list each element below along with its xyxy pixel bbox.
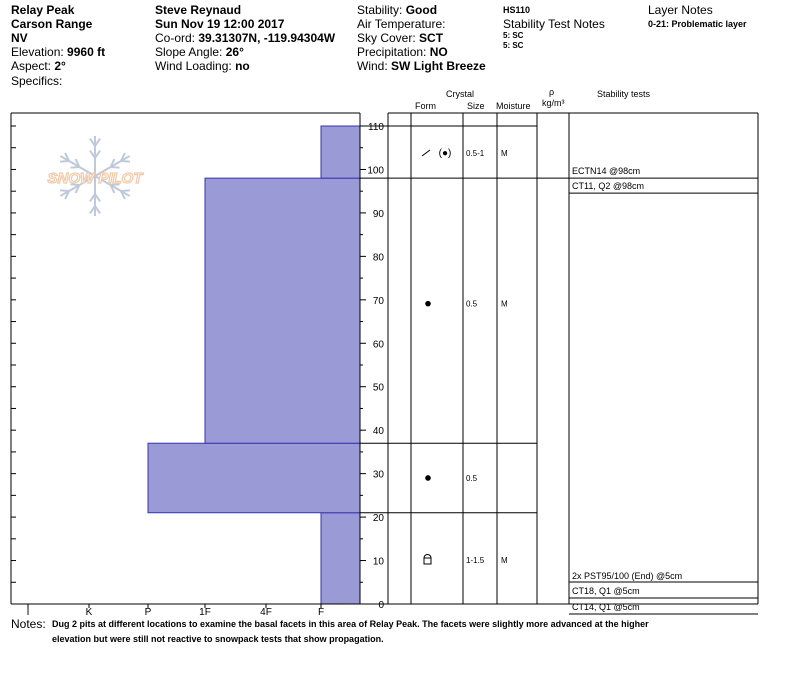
y-tick-label: 110 xyxy=(368,122,384,133)
x-tick-label: F xyxy=(317,607,325,618)
col-rho: ρ xyxy=(549,87,555,97)
stability-test-label: 2x PST95/100 (End) @5cm xyxy=(572,571,683,581)
elevation-value: 9960 ft xyxy=(67,45,106,59)
snowpilot-logo xyxy=(48,136,145,216)
crystal-size: 0.5 xyxy=(466,299,478,309)
notes-line-1: Dug 2 pits at different locations to examine the basal facets in this area of Relay Peak. The facets were slightly more advanced at the higher xyxy=(52,619,649,629)
snowflake-branch xyxy=(60,161,69,162)
x-tick-label: 1F xyxy=(199,607,211,618)
stability-test-notes-title: Stability Test Notes xyxy=(503,17,605,31)
y-tick-label: 40 xyxy=(372,426,384,438)
crystal-size: 0.5 xyxy=(466,473,478,483)
y-tick-label: 30 xyxy=(372,469,384,481)
x-tick-label: 4F xyxy=(260,607,272,618)
stability-tests-column xyxy=(537,166,758,614)
y-tick-label: 80 xyxy=(372,252,384,264)
aspect-value: 2° xyxy=(54,59,66,73)
crystal-table xyxy=(360,113,758,604)
aspect-label: Aspect: xyxy=(11,59,52,73)
col-form: Form xyxy=(415,101,436,111)
hardness-layer-bar xyxy=(205,178,360,443)
notes-label: Notes: xyxy=(11,617,46,631)
layer-notes-title: Layer Notes xyxy=(648,3,713,17)
crystal-size: 0.5-1 xyxy=(466,149,485,158)
col-size: Size xyxy=(467,101,485,111)
specifics-label: Specifics: xyxy=(11,74,63,88)
slope-label: Slope Angle: xyxy=(155,45,223,59)
slope-value: 26° xyxy=(225,45,244,59)
stability-label: Stability: xyxy=(357,3,403,17)
hardness-layer-bar xyxy=(321,126,360,178)
height-axis xyxy=(360,122,384,611)
hardness-axis xyxy=(27,604,324,618)
crystal-moisture: M xyxy=(501,149,508,158)
facet-square xyxy=(424,558,431,564)
sky-value: SCT xyxy=(419,31,444,45)
logo-text: SNOW PILOT xyxy=(47,170,143,187)
wind-value: SW Light Breeze xyxy=(391,59,486,73)
stability-test-label: ECTN14 @98cm xyxy=(572,166,641,177)
wind-label: Wind: xyxy=(357,59,388,73)
snowflake-branch xyxy=(70,167,79,168)
y-tick-label: 90 xyxy=(372,208,384,220)
col-moisture: Moisture xyxy=(496,101,531,111)
wind-loading-label: Wind Loading: xyxy=(155,59,232,73)
state-name: NV xyxy=(11,31,28,45)
y-tick-label: 10 xyxy=(372,556,384,568)
x-tick-label: I xyxy=(26,607,30,618)
crystal-moisture: M xyxy=(501,556,508,565)
col-density-unit: kg/m³ xyxy=(542,98,565,108)
layer-note: 0-21: Problematic layer xyxy=(648,19,747,29)
x-tick-label: P xyxy=(144,607,152,618)
coord-label: Co-ord: xyxy=(155,31,196,45)
snowflake-branch xyxy=(121,161,130,162)
stability-note-1: 5: SC xyxy=(503,31,524,40)
hardness-layer-bar xyxy=(321,513,360,604)
stability-test-label: CT14, Q1 @5cm xyxy=(572,602,640,612)
location-name: Relay Peak xyxy=(11,3,75,17)
col-stability-tests: Stability tests xyxy=(597,89,651,99)
y-tick-label: 70 xyxy=(372,295,384,307)
col-crystal: Crystal xyxy=(446,89,475,99)
y-tick-label: 50 xyxy=(372,382,384,394)
observation-datetime: Sun Nov 19 12:00 2017 xyxy=(155,17,285,31)
elevation-label: Elevation: xyxy=(11,45,64,59)
crystal-size: 1-1.5 xyxy=(466,556,485,565)
stability-test-label: CT11, Q2 @98cm xyxy=(572,181,644,192)
facet-arc xyxy=(424,555,431,559)
stability-test-label: CT18, Q1 @5cm xyxy=(572,586,640,596)
range-name: Carson Range xyxy=(11,17,93,31)
hs-value: HS110 xyxy=(503,5,531,15)
hardness-profile xyxy=(148,126,360,604)
crystal-moisture: M xyxy=(501,299,508,309)
y-tick-label: 100 xyxy=(367,165,384,177)
sky-label: Sky Cover: xyxy=(357,31,416,45)
y-tick-label: 60 xyxy=(372,339,384,351)
snowflake-branch xyxy=(111,167,120,168)
air-temperature-label: Air Temperature: xyxy=(357,17,446,31)
stability-note-2: 5: SC xyxy=(503,41,524,50)
y-tick-label: 0 xyxy=(378,600,384,611)
precip-label: Precipitation: xyxy=(357,45,427,59)
crystal-form-facet-icon xyxy=(424,555,431,565)
crystal-form-precip-icon xyxy=(422,150,430,156)
stability-value: Good xyxy=(405,3,438,17)
observer-name: Steve Reynaud xyxy=(155,3,242,17)
hardness-layer-bar xyxy=(148,443,360,513)
coord-value: 39.31307N, -119.94304W xyxy=(198,31,336,45)
crystal-form-round-icon xyxy=(425,475,431,481)
precip-value: NO xyxy=(429,45,448,59)
snowflake-branch xyxy=(121,190,130,191)
crystal-form-decomp-icon: (●) xyxy=(438,148,452,159)
snowflake-branch xyxy=(60,190,69,191)
notes-line-2: elevation but were still not reactive to snowpack tests that show propagation. xyxy=(52,634,384,644)
x-tick-label: K xyxy=(85,607,93,618)
crystal-form-round-icon xyxy=(425,301,431,307)
y-tick-label: 20 xyxy=(372,513,384,525)
wind-loading-value: no xyxy=(235,59,250,73)
